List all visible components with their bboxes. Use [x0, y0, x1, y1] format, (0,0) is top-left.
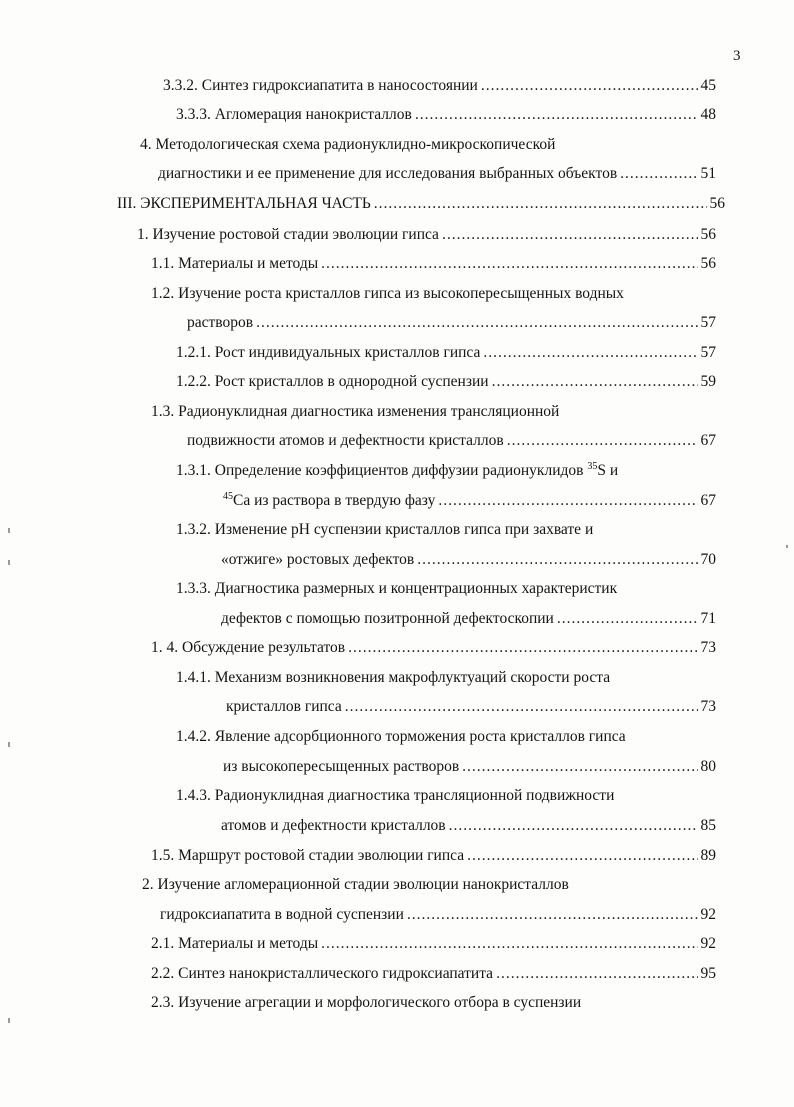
toc-leader	[496, 963, 697, 985]
toc-leader	[374, 193, 707, 215]
scan-speck	[8, 742, 10, 747]
toc-leader	[467, 845, 697, 867]
toc-entry-title: из высокопересыщенных растворов	[223, 758, 460, 775]
toc-entry-title: III. ЭКСПЕРИМЕНТАЛЬНАЯ ЧАСТЬ	[117, 195, 371, 212]
toc-entry-title: «отжиге» ростовых дефектов	[221, 551, 415, 568]
toc-entry	[163, 75, 716, 97]
toc-leader	[620, 163, 697, 185]
toc-entry	[223, 490, 716, 512]
toc-entry-page: 71	[700, 610, 716, 627]
toc-entry-page: 45	[700, 77, 716, 94]
toc-entry	[117, 193, 725, 215]
toc-entry-page: 92	[700, 906, 716, 923]
toc-leader	[462, 756, 697, 778]
toc-entry-title: 1.5. Маршрут ростовой стадии эволюции гипса	[151, 847, 465, 864]
toc-title-part: 1.3.1. Определение коэффициентов диффузии радионуклидов	[176, 462, 588, 479]
toc-entry	[160, 904, 716, 926]
toc-entry-title: 4. Методологическая схема радионуклидно-микроскопической	[140, 136, 556, 153]
toc-entry-title: 1.4.2. Явление адсорбционного торможения роста кристаллов гипса	[176, 728, 626, 745]
toc-title-part: S и	[597, 462, 619, 479]
toc-entry-title: 1.3. Радионуклидная диагностика изменения трансляционной	[151, 403, 560, 420]
toc-entry-title: растворов	[187, 314, 254, 331]
toc-entry-title: гидроксиапатита в водной суспензии	[160, 906, 404, 923]
toc-entry	[223, 756, 716, 778]
toc-leader	[321, 933, 697, 955]
toc-leader	[345, 696, 698, 718]
toc-entry-title: 1.4.3. Радионуклидная диагностика трансляционной подвижности	[176, 787, 615, 804]
toc-entry-page: 73	[700, 698, 716, 715]
toc-entry	[151, 933, 716, 955]
toc-entry-title: 2.2. Синтез нанокристаллического гидроксиапатита	[151, 965, 494, 982]
scan-speck	[8, 560, 10, 565]
toc-entry-page: 56	[700, 255, 716, 272]
toc-leader	[348, 637, 697, 659]
toc-entry	[176, 371, 716, 393]
toc-entry	[151, 845, 716, 867]
toc-entry-page: 57	[700, 344, 716, 361]
toc-entry	[221, 608, 716, 630]
toc-leader	[256, 312, 697, 334]
toc-entry-page: 67	[700, 432, 716, 449]
toc-leader	[321, 253, 697, 275]
toc-entry-title	[176, 460, 618, 482]
toc-leader	[507, 430, 698, 452]
toc-entry-page: 51	[700, 165, 716, 182]
toc-leader	[481, 75, 698, 97]
toc-entry-page: 92	[700, 935, 716, 952]
toc-entry-title: диагностики и ее применение для исследования выбранных объектов	[158, 165, 618, 182]
toc-entry-page: 59	[700, 373, 716, 390]
toc-entry-page: 80	[700, 758, 716, 775]
toc-entry-title: 2. Изучение агломерационной стадии эволюции нанокристаллов	[142, 876, 569, 893]
toc-entry-page: 67	[700, 492, 716, 509]
toc-entry-title: 1.3.3. Диагностика размерных и концентрационных характеристик	[176, 580, 618, 597]
toc-entry	[221, 549, 716, 571]
toc-entry-title: 1.1. Материалы и методы	[151, 255, 319, 272]
toc-entry	[137, 224, 716, 246]
toc-entry-title: 1.4.1. Механизм возникновения макрофлуктуаций скорости роста	[176, 669, 611, 686]
toc-leader	[492, 371, 698, 393]
toc-entry-title: 3.3.3. Агломерация нанокристаллов	[176, 106, 412, 123]
toc-entry-page: 57	[700, 314, 716, 331]
toc-entry-page: 56	[709, 195, 725, 212]
toc-entry-title: атомов и дефектности кристаллов	[221, 817, 446, 834]
toc-entry-page: 85	[700, 817, 716, 834]
toc-entry	[151, 253, 716, 275]
toc-entry	[151, 637, 716, 659]
toc-leader	[417, 549, 697, 571]
toc-entry	[158, 163, 716, 185]
toc-leader	[449, 815, 698, 837]
toc-entry-title: подвижности атомов и дефектности кристаллов	[187, 432, 504, 449]
scan-speck	[8, 1018, 10, 1023]
scan-speck	[8, 528, 10, 533]
toc-entry-title: 2.3. Изучение агрегации и морфологического отбора в суспензии	[151, 994, 582, 1011]
toc-entry	[187, 312, 716, 334]
toc-entry-title	[223, 490, 435, 512]
toc-entry	[151, 963, 716, 985]
toc-title-part: Са из раствора в твердую фазу	[233, 492, 436, 509]
toc-entry	[176, 104, 716, 126]
toc-entry-page: 70	[700, 551, 716, 568]
toc-entry-page: 73	[700, 639, 716, 656]
isotope-mass-number: 35	[587, 461, 598, 472]
toc-entry-page: 56	[700, 226, 716, 243]
toc-entry-title: 1.2. Изучение роста кристаллов гипса из высокопересыщенных водных	[151, 285, 624, 302]
toc-leader	[438, 490, 697, 512]
toc-entry-title: 1.2.1. Рост индивидуальных кристаллов гипса	[176, 344, 481, 361]
toc-entry-page: 95	[700, 965, 716, 982]
page-number: 3	[733, 48, 741, 64]
toc-leader	[557, 608, 698, 630]
toc-entry	[221, 815, 716, 837]
toc-entry-page: 48	[700, 106, 716, 123]
toc-entry-title: 1.2.2. Рост кристаллов в однородной суспензии	[176, 373, 489, 390]
toc-entry	[176, 342, 716, 364]
toc-leader	[407, 904, 698, 926]
toc-entry-title: 1. 4. Обсуждение результатов	[151, 639, 346, 656]
toc-entry-title: дефектов с помощью позитронной дефектоскопии	[221, 610, 554, 627]
toc-entry	[226, 696, 716, 718]
toc-leader	[415, 104, 698, 126]
toc-entry-title: 1. Изучение ростовой стадии эволюции гипса	[137, 226, 439, 243]
toc-entry	[187, 430, 716, 452]
scan-speck	[786, 545, 788, 548]
toc-entry-title: 3.3.2. Синтез гидроксиапатита в наносостоянии	[163, 77, 478, 94]
toc-leader	[483, 342, 697, 364]
toc-entry-title: 2.1. Материалы и методы	[151, 935, 319, 952]
toc-leader	[442, 224, 698, 246]
toc-entry-title: кристаллов гипса	[226, 698, 342, 715]
isotope-mass-number: 45	[223, 491, 233, 502]
toc-entry-title: 1.3.2. Изменение pH суспензии кристаллов гипса при захвате и	[176, 521, 594, 538]
toc-entry-page: 89	[700, 847, 716, 864]
